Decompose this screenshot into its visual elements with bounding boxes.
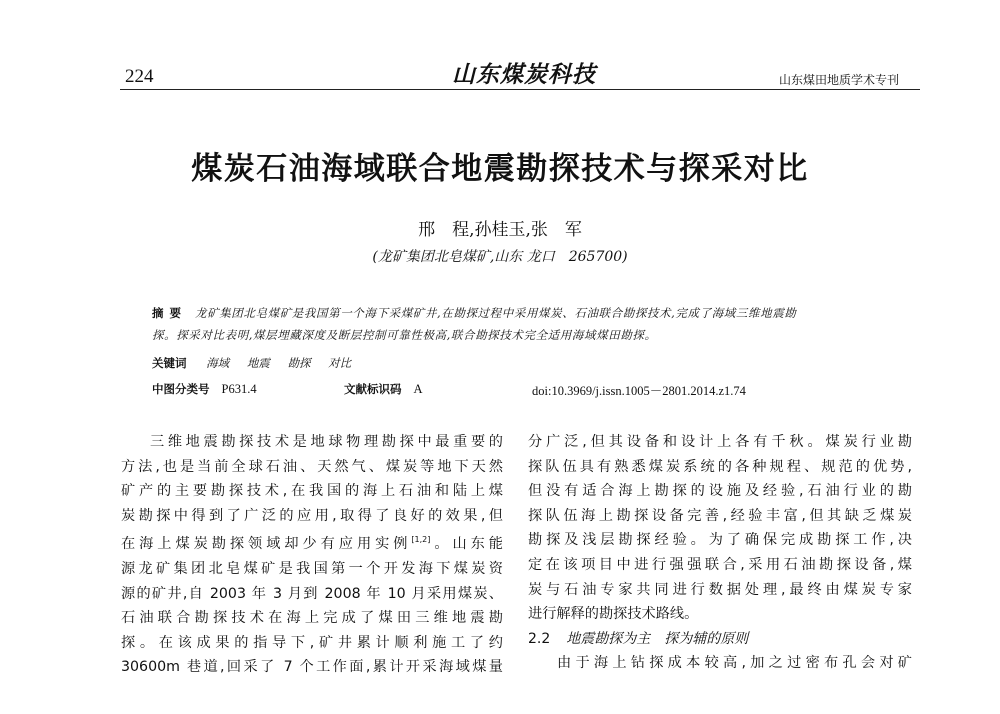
clc-group <box>152 382 257 396</box>
body-text: 。山东能 <box>430 536 503 553</box>
classification-line <box>152 381 912 397</box>
body-line: 矿产的主要勘探技术,在我国的海上石油和陆上煤 <box>121 483 503 500</box>
journal-name: 山东煤炭科技 <box>452 61 596 88</box>
keyword: 勘探 <box>287 356 311 370</box>
abstract-text-1: 龙矿集团北皂煤矿是我国第一个海下采煤矿井,在勘探过程中采用煤炭、石油联合勘探技术,完成了海域三维地震勘 <box>195 306 797 320</box>
author-affiliation: (龙矿集团北皂煤矿,山东 龙口 265700) <box>372 249 628 265</box>
section-title: 地震勘探为主 探为辅的原则 <box>566 630 749 647</box>
body-line: 源龙矿集团北皂煤矿是我国第一个开发海下煤炭资 <box>121 560 503 577</box>
keywords <box>152 355 365 371</box>
keyword: 对比 <box>328 356 352 370</box>
section-number: 2.2 <box>528 630 551 647</box>
keyword: 地震 <box>246 356 270 370</box>
body-line: 探。在该成果的指导下,矿井累计顺利施工了约 <box>121 634 503 651</box>
section-heading <box>528 627 912 652</box>
body-left-column <box>121 430 503 680</box>
body-line: 探队伍具有熟悉煤炭系统的各种规程、规范的优势, <box>528 458 912 475</box>
body-line: 30600m 巷道,回采了 7 个工作面,累计开采海域煤量 <box>121 659 503 676</box>
header-divider <box>120 89 920 90</box>
abstract-label: 摘要 <box>152 306 187 320</box>
body-line: 分广泛,但其设备和设计上各有千秋。煤炭行业勘 <box>528 434 912 450</box>
keywords-label: 关键词 <box>152 356 187 370</box>
body-line: 炭与石油专家共同进行数据处理,最终由煤炭专家 <box>528 581 912 598</box>
body-line: 三维地震勘探技术是地球物理勘探中最重要的 <box>150 434 503 450</box>
body-line: 探队伍海上勘探设备完善,经验丰富,但其缺乏煤炭 <box>528 507 912 524</box>
citation-ref: [1,2] <box>411 535 431 545</box>
body-line: 但没有适合海上勘探的设施及经验,石油行业的勘 <box>528 483 912 500</box>
article-authors: 邢 程,孙桂玉,张 军 <box>418 220 582 240</box>
special-issue-label: 山东煤田地质学术专刊 <box>779 73 900 87</box>
clc-value: P631.4 <box>221 382 257 396</box>
clc-label: 中图分类号 <box>152 382 210 396</box>
body-right-column <box>528 430 912 676</box>
abstract-text-2: 探。探采对比表明,煤层埋藏深度及断层控制可靠性极高,联合勘探技术完全适用海域煤田勘探。 <box>152 328 657 342</box>
body-line: 方法,也是当前全球石油、天然气、煤炭等地下天然 <box>121 458 503 475</box>
abstract <box>152 302 872 346</box>
body-line: 源的矿井,自 2003 年 3 月到 2008 年 10 月采用煤炭、 <box>121 585 503 602</box>
keyword: 海域 <box>206 356 230 370</box>
body-line: 定在该项目中进行强强联合,采用石油勘探设备,煤 <box>528 556 912 573</box>
body-line: 炭勘探中得到了广泛的应用,取得了良好的效果,但 <box>121 507 503 524</box>
doc-code-value: A <box>413 382 423 396</box>
page-number: 224 <box>125 66 154 87</box>
body-line: 勘探及浅层勘探经验。为了确保完成勘探工作,决 <box>528 532 912 549</box>
body-line-with-citation <box>121 528 503 557</box>
doi: doi:10.3969/j.issn.1005－2801.2014.z1.74 <box>532 384 746 398</box>
abstract-line-1 <box>152 302 872 324</box>
doc-code-group <box>344 381 423 397</box>
abstract-line-2 <box>152 324 872 346</box>
body-text: 在海上煤炭勘探领域却少有应用实例 <box>121 536 412 553</box>
body-line: 由于海上钻探成本较高,加之过密布孔会对矿 <box>557 655 912 672</box>
body-line: 石油联合勘探技术在海上完成了煤田三维地震勘 <box>121 610 503 627</box>
body-line: 进行解释的勘探技术路线。 <box>528 606 699 623</box>
doc-code-label: 文献标识码 <box>344 382 402 396</box>
article-title: 煤炭石油海域联合地震勘探技术与探采对比 <box>191 151 809 187</box>
